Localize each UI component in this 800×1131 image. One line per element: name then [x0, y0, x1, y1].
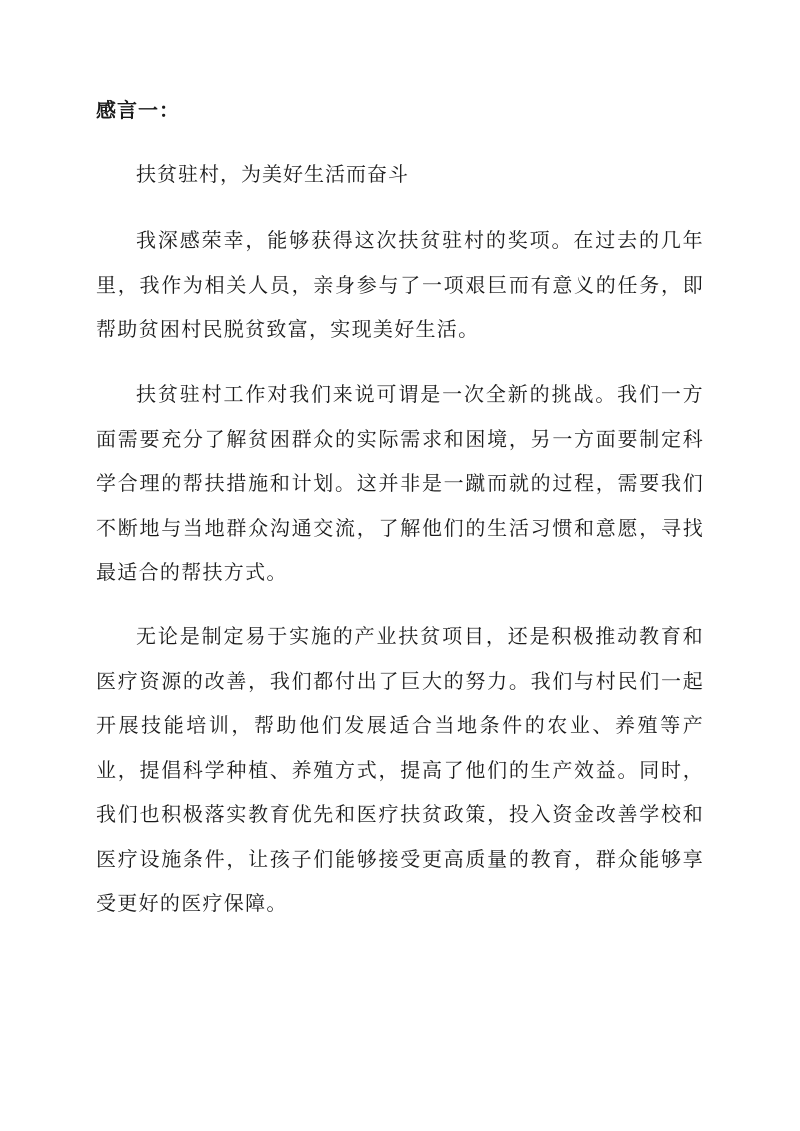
paragraph-2: 扶贫驻村工作对我们来说可谓是一次全新的挑战。我们一方面需要充分了解贫困群众的实际需求和困境，另一方面要制定科学合理的帮扶措施和计划。这并非是一蹴而就的过程，需要我们不断地与当地群众沟通交流，了解他们的生活习惯和意愿，寻找最适合的帮扶方式。: [96, 382, 704, 584]
paragraph-3: 无论是制定易于实施的产业扶贫项目，还是积极推动教育和医疗资源的改善，我们都付出了巨大的努力。我们与村民们一起开展技能培训，帮助他们发展适合当地条件的农业、养殖等产业，提倡科学种植、养殖方式，提高了他们的生产效益。同时，我们也积极落实教育优先和医疗扶贫政策，投入资金改善学校和医疗设施条件，让孩子们能够接受更高质量的教育，群众能够享受更好的医疗保障。: [96, 624, 704, 915]
section-heading: 感言一：: [96, 98, 180, 122]
paragraph-1: 我深感荣幸，能够获得这次扶贫驻村的奖项。在过去的几年里，我作为相关人员，亲身参与了一项艰巨而有意义的任务，即帮助贫困村民脱贫致富，实现美好生活。: [96, 228, 704, 341]
article-title: 扶贫驻村，为美好生活而奋斗: [136, 162, 409, 186]
